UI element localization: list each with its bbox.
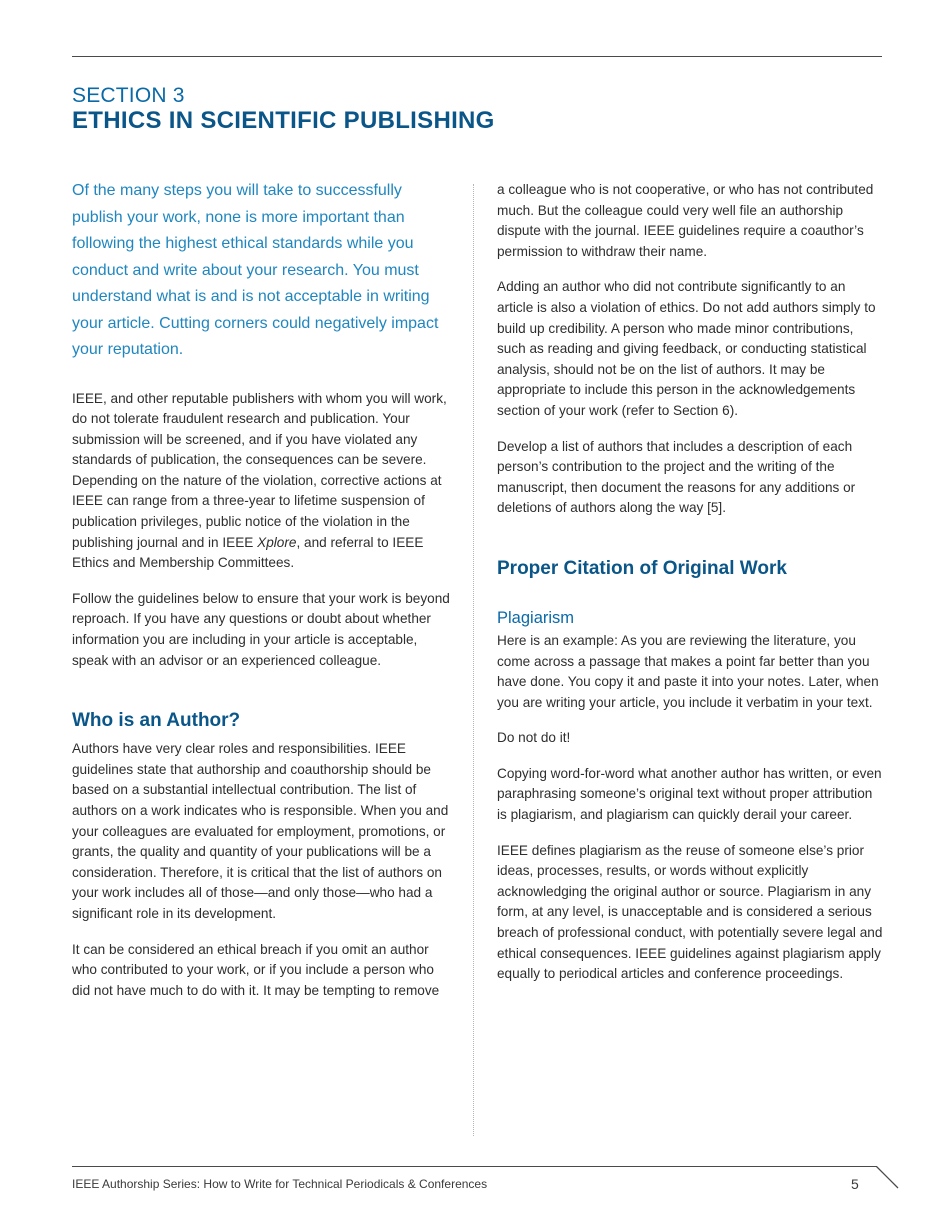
footer-corner-tab xyxy=(872,1166,902,1190)
intro-paragraph: Of the many steps you will take to successfully publish your work, none is more important than following the highest ethical standards while you conduct and write about your research. You must understand what is and is not acceptable in writing your article. Cutting corners could negatively impact your reputation. xyxy=(72,182,439,358)
section-label: SECTION 3 xyxy=(72,84,185,107)
author-heading: Who is an Author? xyxy=(72,710,241,732)
footer-series-title: IEEE Authorship Series: How to Write for Technical Periodicals & Conferences xyxy=(72,1177,488,1191)
adding-author-paragraph: Adding an author who did not contribute significantly to an article is also a violation of ethics. Do not add authors simply to build up credibility. A person who made minor contributions, such as reading and giving feedback, or conducting statistical analysis, should not be on the list of authors. It may be appropriate to include this person in the acknowledgements section of your work (refer to Section 6). xyxy=(497,279,876,418)
plagiarism-paragraph-1: Here is an example: As you are reviewing the literature, you come across a passage that makes a point far better than you have done. You copy it and paste it into your notes. Later, when you are writing your article, you include it verbatim in your text. xyxy=(497,632,879,710)
policy-text-end: , and referral to IEEE Ethics and Membership Committees. xyxy=(72,534,424,571)
policy-text-start: IEEE, and other reputable publishers with whom you will work, do not tolerate fraudulent research and publication. Your submission will be screened, and if you have violated any standards of publication, the consequences can be severe. Depending on the nature of the violation, corrective actions at IEEE can range from a three-year to lifetime suspension of publication privileges, public notice of the violation in the publishing journal and in IEEE xyxy=(72,390,447,550)
plagiarism-paragraph-4: IEEE defines plagiarism as the reuse of someone else’s prior ideas, processes, results, or words without explicitly acknowledging the original author or source. Plagiarism in any form, at any level, is unacceptable and is considered a serious breach of professional conduct, with potentially severe legal and ethical consequences. IEEE guidelines against plagiarism apply equally to periodical articles and conference proceedings. xyxy=(497,842,883,982)
left-column xyxy=(72,178,452,1001)
continued-paragraph: a colleague who is not cooperative, or who has not contributed much. But the colleague could very well file an authorship dispute with the journal. IEEE guidelines require a coauthor’s permission to withdraw their name. xyxy=(497,182,874,259)
right-column xyxy=(497,180,885,985)
footer-rule xyxy=(72,1166,876,1167)
page-number: 5 xyxy=(851,1176,859,1192)
citation-heading: Proper Citation of Original Work xyxy=(497,557,787,579)
plagiarism-subheading: Plagiarism xyxy=(497,608,575,627)
guidelines-paragraph: Follow the guidelines below to ensure that your work is beyond reproach. If you have any questions or doubt about whether information you are including in your article is acceptable, speak with an advisor or an experienced colleague. xyxy=(72,590,450,668)
plagiarism-paragraph-2: Do not do it! xyxy=(497,730,571,746)
plagiarism-paragraph-3: Copying word-for-word what another author has written, or even paraphrasing someone’s original text without proper attribution is plagiarism, and plagiarism can quickly derail your career. xyxy=(497,765,882,823)
ieee-policy-paragraph xyxy=(72,389,452,574)
top-rule xyxy=(72,56,882,57)
column-divider xyxy=(473,184,474,1136)
xplore-italic: Xplore xyxy=(257,534,297,550)
author-paragraph-2: It can be considered an ethical breach if you omit an author who contributed to your work, or if you include a person who did not have much to do with it. It may be tempting to remove xyxy=(72,941,440,998)
section-title: ETHICS IN SCIENTIFIC PUBLISHING xyxy=(72,107,495,134)
develop-list-paragraph: Develop a list of authors that includes a description of each person’s contribution to the project and the writing of the manuscript, then document the reasons for any additions or deletions of authors along the way [5]. xyxy=(497,438,856,516)
author-paragraph-1: Authors have very clear roles and responsibilities. IEEE guidelines state that authorship and coauthorship should be based on a substantial intellectual contribution. The list of authors on a work indicates who is responsible. When you and your colleagues are evaluated for employment, promotions, or grants, the quality and quantity of your publications will be a consideration. Therefore, it is critical that the list of authors on your work includes all of those—and only those—who had a significant role in its development. xyxy=(72,741,449,921)
